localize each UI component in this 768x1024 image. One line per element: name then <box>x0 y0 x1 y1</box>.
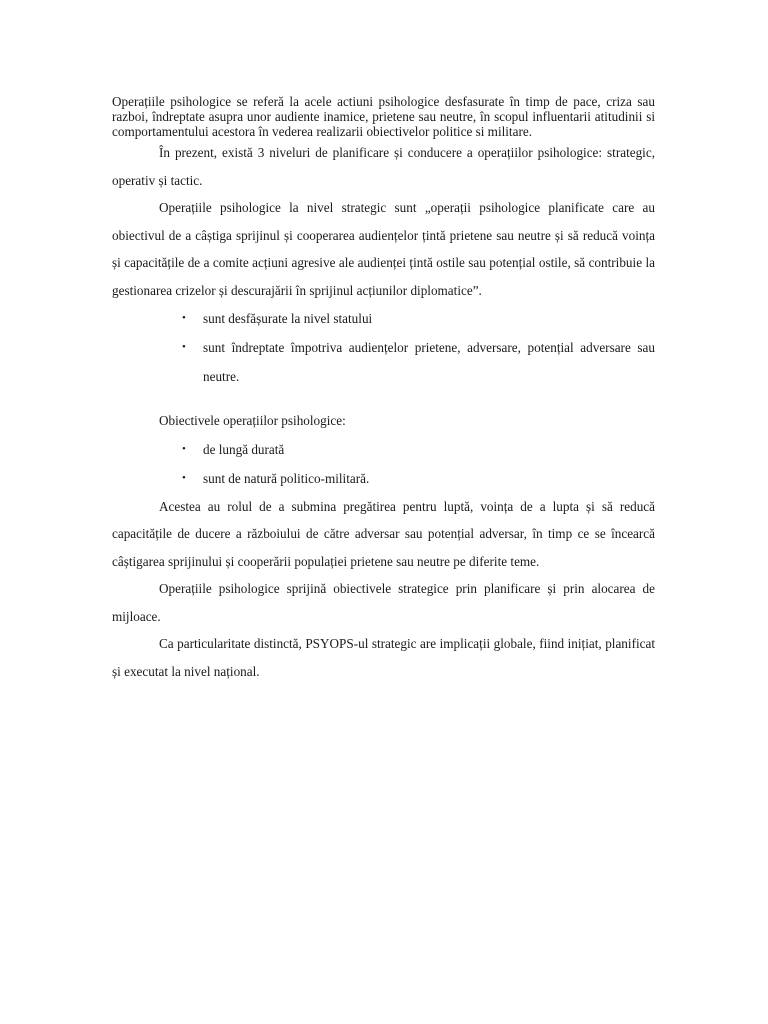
bullet-icon: • <box>182 312 186 324</box>
paragraph-particularity: Ca particularitate distinctă, PSYOPS-ul strategic are implicații globale, fiind inițiat, planificat și executat la nivel național. <box>112 636 655 679</box>
bullet-icon: • <box>182 341 186 353</box>
list-item <box>112 464 655 493</box>
bullet-list-strategic <box>112 304 655 391</box>
list-item <box>112 333 655 391</box>
bullet-list-objectives <box>112 435 655 493</box>
list-item <box>112 304 655 333</box>
paragraph-strategic-level: Operațiile psihologice la nivel strategic sunt „operații psihologice planificate care au obiectivul de a câștiga sprijinul și cooperarea audiențelor țintă prietene sau neutre și să reducă voința și capacitățile de a comite acțiuni agresive ale audienței țintă ostile sau potențial ostile, să contribuie la gestionarea crizelor și descurajării în sprijinul acțiunilor diplomatice”. <box>112 200 655 298</box>
paragraph-support: Operațiile psihologice sprijină obiectivele strategice prin planificare și prin alocarea de mijloace. <box>112 581 655 624</box>
paragraph-definition: Operațiile psihologice se referă la acele actiuni psihologice desfasurate în timp de pace, criza sau razboi, îndreptate asupra unor audiente inamice, prietene sau neutre, în scopul influentarii atitudinii si comportamentului acestora în vederea realizarii obiectivelor politice si militare. <box>112 94 655 139</box>
paragraph-levels: În prezent, există 3 niveluri de planificare și conducere a operațiilor psihologice: strategic, operativ și tactic. <box>112 145 655 188</box>
list-item-text: de lungă durată <box>203 441 285 457</box>
list-item-text: sunt de natură politico-militară. <box>203 470 370 486</box>
paragraph-objectives-heading: Obiectivele operațiilor psihologice: <box>159 413 346 428</box>
bullet-icon: • <box>182 471 186 484</box>
list-item-text: sunt îndreptate împotriva audiențelor prietene, adversare, potențial adversare sau neutre. <box>203 340 655 384</box>
list-item <box>112 435 655 464</box>
bullet-icon: • <box>182 442 186 455</box>
spacer <box>112 391 655 407</box>
document-body <box>112 94 655 685</box>
paragraph-role: Acestea au rolul de a submina pregătirea pentru luptă, voința de a lupta și să reducă capacitățile de ducere a războiului de către adversar sau potențial adversar, în timp ce se încearcă câștigarea sprijinului și cooperării populației prietene sau neutre pe diferite teme. <box>112 498 655 569</box>
list-item-text: sunt desfășurate la nivel statului <box>203 311 373 326</box>
